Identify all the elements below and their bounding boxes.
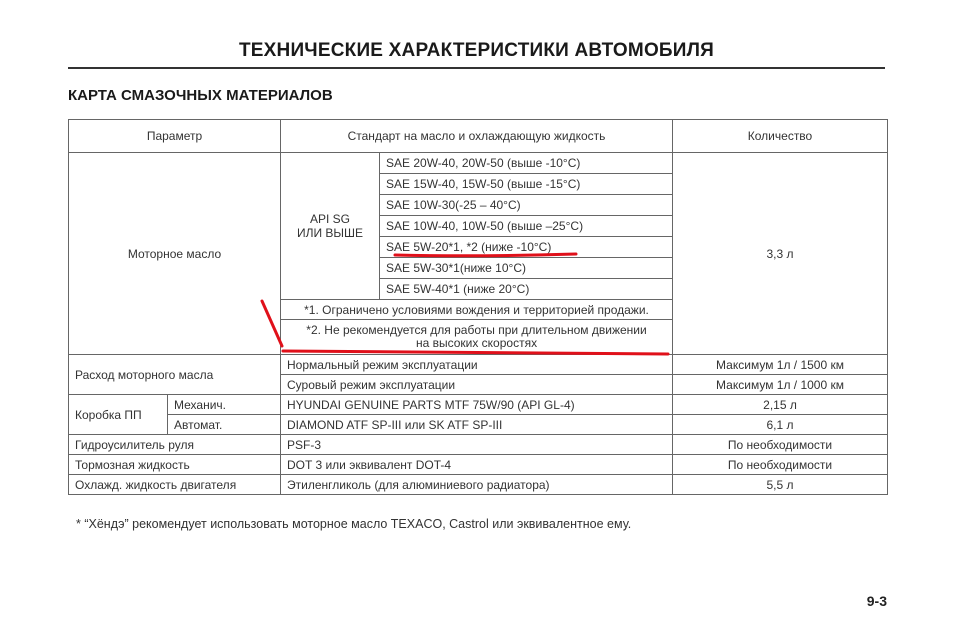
coolant-quantity: 5,5 л [673,475,888,495]
api-line-2: ИЛИ ВЫШЕ [296,226,364,240]
severe-mode: Суровый режим эксплуатации [281,375,673,395]
page-number: 9-3 [866,593,887,609]
api-line-1: API SG [309,212,350,226]
oil-grade: SAE 15W-40, 15W-50 (выше -15°C) [380,174,673,195]
table-row [69,435,888,455]
normal-mode-quantity: Максимум 1л / 1500 км [673,355,888,375]
gearbox-manual-quantity: 2,15 л [673,395,888,415]
power-steering-label: Гидроусилитель руля [69,435,281,455]
page-title: ТЕХНИЧЕСКИЕ ХАРАКТЕРИСТИКИ АВТОМОБИЛЯ [238,40,715,61]
oil-grade: SAE 10W-30(-25 – 40°C) [380,195,673,216]
coolant-label: Охлажд. жидкость двигателя [69,475,281,495]
oil-note-1: *1. Ограничено условиями вождения и территорией продажи. [281,300,673,320]
normal-mode: Нормальный режим эксплуатации [281,355,673,375]
oil-grade: SAE 20W-40, 20W-50 (выше -10°C) [380,153,673,174]
table-row [69,415,888,435]
oil-grade-highlighted: SAE 5W-20*1, *2 (ниже -10°C) [380,237,673,258]
engine-oil-quantity: 3,3 л [673,153,888,355]
gearbox-manual-label: Механич. [168,395,281,415]
power-steering-quantity: По необходимости [673,435,888,455]
brake-fluid-label: Тормозная жидкость [69,455,281,475]
gearbox-auto-quantity: 6,1 л [673,415,888,435]
gearbox-manual-spec: HYUNDAI GENUINE PARTS MTF 75W/90 (API GL-4) [281,395,673,415]
lubricant-table [68,119,888,495]
api-standard-cell [281,153,380,300]
brake-fluid-spec: DOT 3 или эквивалент DOT-4 [281,455,673,475]
oil-note-2-line-2: на высоких скоростях [415,336,538,350]
table-header-row [69,120,888,153]
oil-grade: SAE 5W-40*1 (ниже 20°C) [380,279,673,300]
engine-oil-label: Моторное масло [69,153,281,355]
table-row [69,395,888,415]
header-param: Параметр [69,120,281,153]
oil-grade: SAE 10W-40, 10W-50 (выше –25°C) [380,216,673,237]
oil-note-2-line-1: *2. Не рекомендуется для работы при длительном движении [306,323,647,337]
section-title: КАРТА СМАЗОЧНЫХ МАТЕРИАЛОВ [68,87,333,104]
footnote: * “Хёндэ” рекомендует использовать моторное масло TEXACO, Castrol или эквивалентное ему. [76,517,632,531]
coolant-spec: Этиленгликоль (для алюминиевого радиатора) [281,475,673,495]
oil-consumption-label: Расход моторного масла [69,355,281,395]
table-row [69,153,888,174]
gearbox-auto-label: Автомат. [168,415,281,435]
table-row [69,355,888,375]
brake-fluid-quantity: По необходимости [673,455,888,475]
gearbox-auto-spec: DIAMOND ATF SP-III или SK ATF SP-III [281,415,673,435]
severe-mode-quantity: Максимум 1л / 1000 км [673,375,888,395]
header-quantity: Количество [673,120,888,153]
table-row [69,475,888,495]
header-standard: Стандарт на масло и охлаждающую жидкость [281,120,673,153]
table-row [69,455,888,475]
gearbox-label: Коробка ПП [69,395,168,435]
oil-grade: SAE 5W-30*1(ниже 10°C) [380,258,673,279]
power-steering-spec: PSF-3 [281,435,673,455]
title-divider [68,67,885,69]
oil-note-2 [281,320,673,355]
